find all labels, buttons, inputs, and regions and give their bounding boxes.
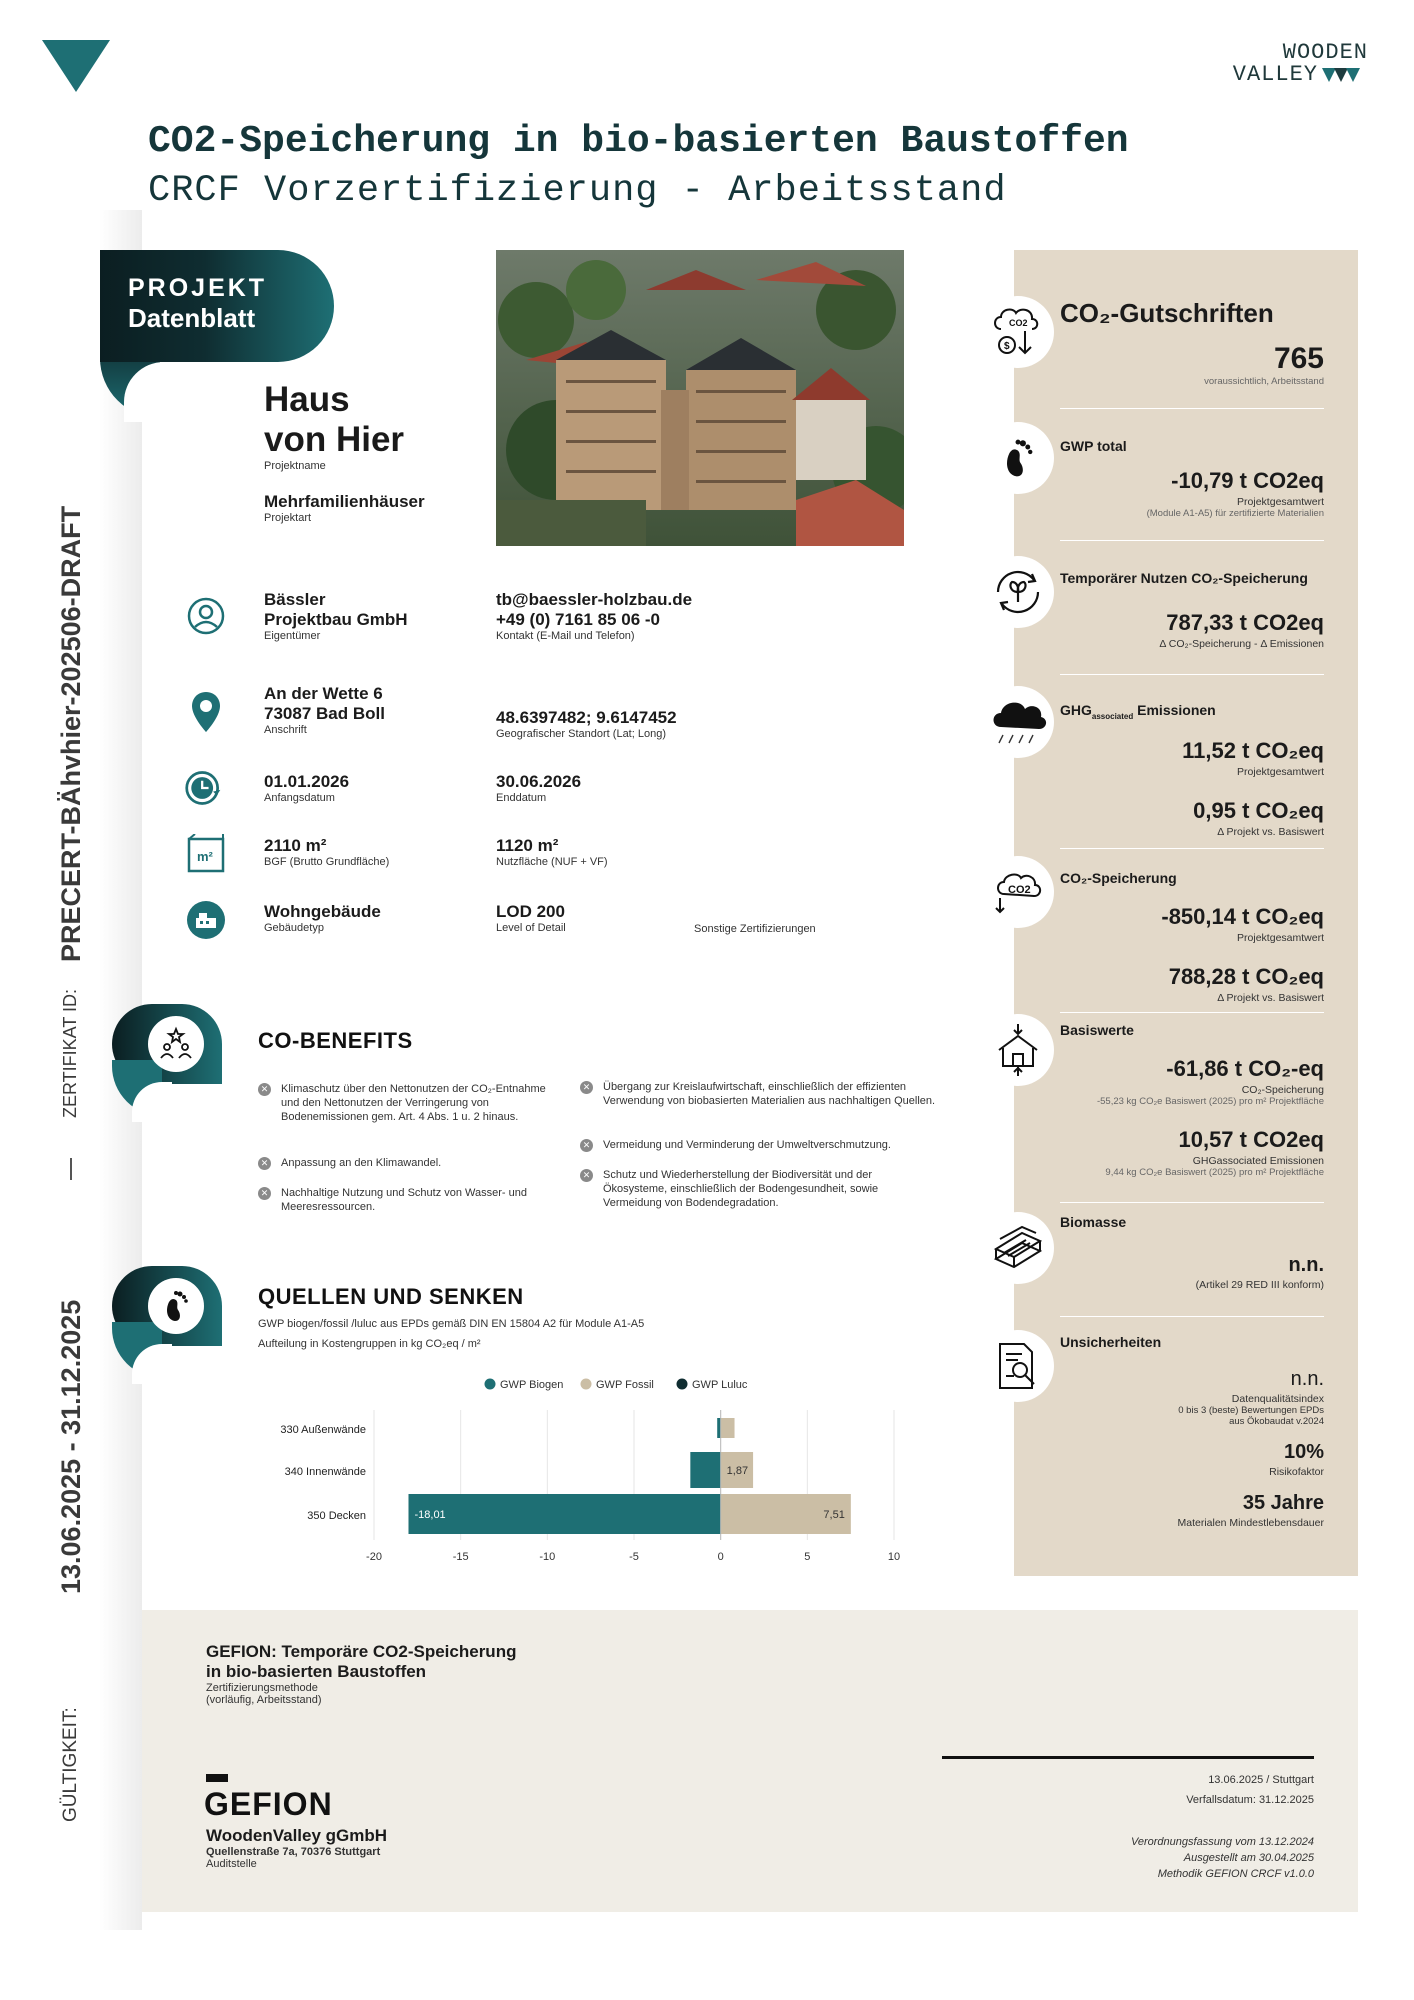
x-circle-icon: ✕ — [258, 1157, 271, 1170]
cobenefit-item: ✕ Anpassung an den Klimawandel. — [258, 1156, 558, 1170]
footprint-icon — [982, 422, 1054, 494]
gueltigkeit-label: GÜLTIGKEIT: — [60, 1707, 81, 1822]
x-tick-label: -10 — [539, 1551, 556, 1563]
methodology-version: Methodik GEFION CRCF v1.0.0 — [1157, 1868, 1314, 1880]
ghg-title: $GHG_{associated}$ Emissionen — [1060, 702, 1216, 721]
x-tick-label: 5 — [804, 1551, 811, 1563]
bgf-value: 2110 m² — [264, 836, 327, 855]
speicherung-value-1: -850,14 t CO₂eq — [1161, 904, 1324, 929]
data-label: 7,51 — [823, 1509, 845, 1521]
uncertainty-note-2: 0 bis 3 (beste) Bewertungen EPDs — [1178, 1405, 1324, 1416]
method-label: Zertifizierungsmethode — [206, 1682, 318, 1694]
contact-email[interactable]: tb@baessler-holzbau.de — [496, 590, 693, 609]
quellen-desc-1: GWP biogen/fossil /luluc aus EPDs gemäß DIN EN 15804 A2 für Module A1-A5 — [258, 1318, 645, 1330]
building-icon — [186, 900, 226, 940]
speicherung-title: CO₂-Speicherung — [1060, 870, 1177, 886]
data-label: 1,87 — [726, 1465, 749, 1477]
bar-gwp-biogen — [717, 1418, 720, 1438]
divider — [1060, 1202, 1324, 1203]
temp-note: Δ CO₂-Speicherung - Δ Emissionen — [1159, 638, 1324, 650]
location-pin-icon — [186, 692, 226, 732]
temp-value: 787,33 t CO2eq — [1166, 610, 1324, 635]
divider — [1060, 408, 1324, 409]
address-label: Anschrift — [264, 724, 307, 736]
method-title-1: GEFION: Temporäre CO2-Speicherung — [206, 1642, 517, 1661]
basis-value-2: 10,57 t CO2eq — [1178, 1127, 1324, 1152]
project-name-label: Projektname — [264, 460, 326, 472]
logo-mark-icon — [1322, 66, 1368, 84]
page-title: CO2-Speicherung in bio-basierten Baustoffen — [148, 120, 1129, 163]
svg-text:m²: m² — [197, 849, 213, 864]
end-date: 30.06.2026 — [496, 772, 582, 791]
date-place: 13.06.2025 / Stuttgart — [1208, 1774, 1314, 1786]
co2-cloud-icon — [982, 296, 1054, 368]
ghg-value-1: 11,52 t CO₂eq — [1182, 738, 1324, 763]
address-line1: An der Wette 6 — [264, 684, 383, 703]
cobenefits-title: CO-BENEFITS — [258, 1028, 413, 1053]
temp-title: Temporärer Nutzen CO₂-Speicherung — [1060, 570, 1308, 586]
owner-label: Eigentümer — [264, 630, 321, 642]
svg-text:$: $ — [1004, 341, 1010, 352]
sidebar-divider — [70, 1158, 72, 1180]
expiry-date: Verfallsdatum: 31.12.2025 — [1186, 1794, 1314, 1806]
basis-note-2a: GHGassociated Emissionen — [1192, 1155, 1324, 1167]
start-date: 01.01.2026 — [264, 772, 350, 791]
stars-people-icon — [148, 1016, 204, 1072]
legend-label: GWP Fossil — [596, 1379, 654, 1391]
biomass-title: Biomasse — [1060, 1214, 1127, 1230]
zertifikat-id: PRECERT-BÄhvhier-202506-DRAFT — [56, 505, 86, 962]
project-name-2: von Hier — [264, 420, 405, 459]
project-name-1: Haus — [264, 380, 350, 419]
divider — [1060, 540, 1324, 541]
contact-label: Kontakt (E-Mail und Telefon) — [496, 630, 635, 642]
page-subtitle: CRCF Vorzertifizierung - Arbeitsstand — [148, 170, 1007, 212]
basis-note-2b: 9,44 kg CO₂e Basiswert (2025) pro m² Projektfläche — [1105, 1167, 1324, 1178]
end-label: Enddatum — [496, 792, 547, 804]
biomass-value: n.n. — [1288, 1254, 1324, 1276]
x-circle-icon: ✕ — [580, 1169, 593, 1182]
method-title-2: in bio-basierten Baustoffen — [206, 1662, 427, 1681]
divider — [1060, 1316, 1324, 1317]
uncertainty-note-1: Datenqualitätsindex — [1231, 1393, 1324, 1405]
cobenefit-item: ✕ Vermeidung und Verminderung der Umweltverschmutzung. — [580, 1138, 940, 1152]
ghg-note-1: Projektgesamtwert — [1237, 766, 1324, 778]
bar-gwp-fossil — [721, 1418, 735, 1438]
x-tick-label: -15 — [452, 1551, 469, 1563]
uncertainty-note-3: aus Ökobaudat v.2024 — [1229, 1416, 1324, 1427]
basis-value-1: -61,86 t CO₂-eq — [1166, 1056, 1324, 1081]
owner-line1: Bässler — [264, 590, 326, 609]
person-icon — [186, 596, 226, 636]
nf-label: Nutzfläche (NUF + VF) — [496, 856, 608, 868]
speicherung-note-1: Projektgesamtwert — [1237, 932, 1324, 944]
uncertainty-value: n.n. — [1290, 1368, 1324, 1390]
ghg-note-2: Δ Projekt vs. Basiswert — [1217, 826, 1324, 838]
org-role: Auditstelle — [206, 1858, 257, 1870]
x-circle-icon: ✕ — [580, 1139, 593, 1152]
org-address: Quellenstraße 7a, 70376 Stuttgart — [206, 1846, 381, 1858]
bgf-label: BGF (Brutto Grundfläche) — [264, 856, 390, 868]
gwp-title: GWP total — [1060, 438, 1127, 454]
category-label: 330 Außenwände — [280, 1424, 366, 1436]
footprint-icon — [148, 1278, 204, 1334]
svg-text:CO2: CO2 — [1008, 884, 1031, 896]
credits-title: CO₂-Gutschriften — [1060, 298, 1274, 328]
regulation-version: Verordnungsfassung vom 13.12.2024 — [1130, 1836, 1314, 1848]
method-note: (vorläufig, Arbeitsstand) — [206, 1694, 322, 1706]
credits-note: voraussichtlich, Arbeitsstand — [1204, 376, 1324, 387]
data-label: -18,01 — [414, 1509, 446, 1521]
building-type: Wohngebäude — [264, 902, 381, 921]
cloud-rain-icon — [982, 686, 1054, 758]
corner-triangle — [42, 40, 110, 92]
x-tick-label: -20 — [366, 1551, 382, 1563]
sources-sinks-chart — [250, 1370, 930, 1570]
gefion-logo-mark — [206, 1774, 228, 1782]
ghg-value-2: 0,95 t CO₂eq — [1193, 798, 1324, 823]
contact-phone[interactable]: +49 (0) 7161 85 06 -0 — [496, 610, 660, 629]
legend-label: GWP Luluc — [692, 1379, 748, 1391]
nf-value: 1120 m² — [496, 836, 559, 855]
co2-storage-icon — [982, 856, 1054, 928]
biomass-note: (Artikel 29 RED III konform) — [1195, 1279, 1324, 1291]
legend-swatch — [581, 1379, 592, 1390]
divider — [1060, 674, 1324, 675]
x-circle-icon: ✕ — [258, 1187, 271, 1200]
start-label: Anfangsdatum — [264, 792, 335, 804]
projekt-tab: PROJEKT Datenblatt — [100, 250, 334, 362]
area-icon — [186, 834, 226, 874]
geo-label: Geografischer Standort (Lat; Long) — [496, 728, 666, 740]
credits-value: 765 — [1273, 342, 1324, 375]
signature-line — [942, 1756, 1314, 1759]
clock-icon — [184, 768, 224, 808]
cobenefit-item: ✕ Übergang zur Kreislaufwirtschaft, einschließlich der effizienten Verwendung von biobasierten Materialien aus nachhaltigen Quellen. — [580, 1080, 940, 1108]
geo-location: 48.6397482; 9.6147452 — [496, 708, 677, 727]
quellen-title: QUELLEN UND SENKEN — [258, 1284, 524, 1309]
woodenvalley-logo: WOODEN VALLEY — [1232, 40, 1368, 87]
house-arrows-icon — [982, 1014, 1054, 1086]
x-tick-label: 0 — [717, 1551, 724, 1563]
legend-swatch — [485, 1379, 496, 1390]
x-tick-label: 10 — [887, 1551, 901, 1563]
legend-swatch — [677, 1379, 688, 1390]
x-circle-icon: ✕ — [258, 1083, 271, 1096]
x-circle-icon: ✕ — [580, 1081, 593, 1094]
divider — [1060, 1012, 1324, 1013]
speicherung-note-2: Δ Projekt vs. Basiswert — [1217, 992, 1324, 1004]
leaf-cycle-icon — [982, 556, 1054, 628]
bar-gwp-biogen — [690, 1452, 720, 1488]
other-certifications-label: Sonstige Zertifizierungen — [694, 923, 816, 935]
cobenefit-item: ✕ Klimaschutz über den Nettonutzen der CO₂-Entnahme und den Nettonutzen der Verringerung von Bodenemissionen gem. Art. 4 Abs. 1 u. 2 hinaus. — [258, 1082, 558, 1124]
cobenefit-item: ✕ Nachhaltige Nutzung und Schutz von Wasser- und Meeresressourcen. — [258, 1186, 558, 1214]
bar-gwp-biogen — [408, 1494, 720, 1534]
org-name: WoodenValley gGmbH — [206, 1826, 388, 1845]
gwp-note: Projektgesamtwert — [1237, 496, 1324, 508]
basis-note-1a: CO₂-Speicherung — [1241, 1084, 1324, 1096]
owner-line2: Projektbau GmbH — [264, 610, 408, 629]
address-line2: 73087 Bad Boll — [264, 704, 385, 723]
risk-value: 10% — [1283, 1441, 1324, 1463]
building-type-label: Gebäudetyp — [264, 922, 324, 934]
project-type: Mehrfamilienhäuser — [264, 492, 425, 511]
category-label: 340 Innenwände — [284, 1466, 366, 1478]
document-magnifier-icon — [982, 1330, 1054, 1402]
svg-text:CO2: CO2 — [1009, 318, 1028, 328]
basis-note-1b: -55,23 kg CO₂e Basiswert (2025) pro m² Projektfläche — [1096, 1096, 1324, 1107]
x-tick-label: -5 — [629, 1551, 639, 1563]
uncertainty-title: Unsicherheiten — [1060, 1334, 1162, 1350]
legend-label: GWP Biogen — [500, 1379, 564, 1391]
zertifikat-label: ZERTIFIKAT ID: — [60, 988, 80, 1118]
lifetime-note: Materialen Mindestlebensdauer — [1177, 1517, 1324, 1529]
gwp-note-2: (Module A1-A5) für zertifizierte Materialien — [1146, 508, 1324, 519]
gueltigkeit-period: 13.06.2025 - 31.12.2025 — [56, 1299, 86, 1594]
issued-date: Ausgestellt am 30.04.2025 — [1183, 1852, 1314, 1864]
divider — [1060, 848, 1324, 849]
category-label: 350 Decken — [307, 1510, 366, 1522]
risk-note: Risikofaktor — [1269, 1466, 1324, 1478]
basis-title: Basiswerte — [1060, 1022, 1134, 1038]
project-type-label: Projektart — [264, 512, 312, 524]
lifetime-value: 35 Jahre — [1242, 1492, 1324, 1514]
quellen-desc-2: Aufteilung in Kostengruppen in kg CO₂eq / m² — [258, 1338, 481, 1350]
building-photo — [496, 250, 904, 546]
gefion-logo: GEFION — [204, 1786, 333, 1822]
lod-value: LOD 200 — [496, 902, 565, 921]
cobenefit-item: ✕ Schutz und Wiederherstellung der Biodiversität und der Ökosysteme, einschließlich der Bodengesundheit, sowie Vermeidung von Bodendegradation. — [580, 1168, 910, 1210]
gwp-value: -10,79 t CO2eq — [1171, 468, 1324, 493]
lod-label: Level of Detail — [496, 922, 566, 934]
biomass-wood-icon — [982, 1212, 1054, 1284]
speicherung-value-2: 788,28 t CO₂eq — [1168, 964, 1324, 989]
